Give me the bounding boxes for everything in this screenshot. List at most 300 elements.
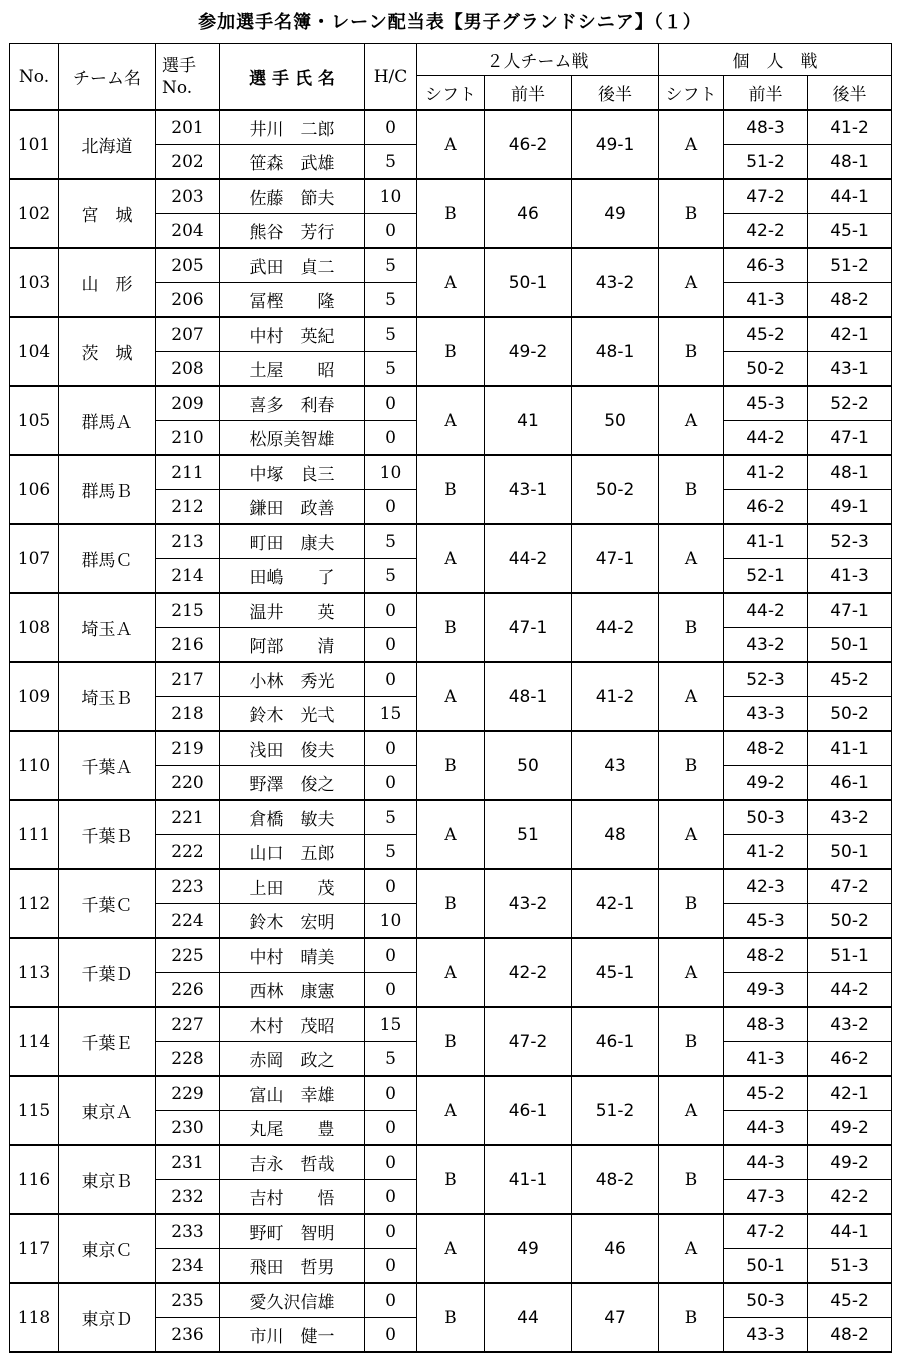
individual-second-half-lane: 52-3 — [808, 524, 892, 559]
table-row — [10, 800, 892, 835]
individual-first-half-lane: 41-2 — [724, 455, 808, 490]
team-match-shift: A — [417, 248, 485, 317]
table-row — [10, 1283, 892, 1318]
team-match-first-half-lane: 43-1 — [485, 455, 572, 524]
player-handicap: 0 — [365, 973, 417, 1008]
individual-shift: B — [659, 1007, 724, 1076]
individual-first-half-lane: 41-3 — [724, 283, 808, 318]
team-match-shift: B — [417, 593, 485, 662]
player-name: 中村 英紀 — [220, 317, 365, 352]
individual-shift: B — [659, 869, 724, 938]
team-match-first-half-lane: 51 — [485, 800, 572, 869]
individual-second-half-lane: 42-1 — [808, 1076, 892, 1111]
player-number: 213 — [156, 524, 220, 559]
individual-first-half-lane: 42-3 — [724, 869, 808, 904]
team-match-second-half-lane: 42-1 — [572, 869, 659, 938]
team-match-second-half-lane: 49 — [572, 179, 659, 248]
team-match-first-half-lane: 42-2 — [485, 938, 572, 1007]
player-handicap: 0 — [365, 731, 417, 766]
team-match-shift: B — [417, 1007, 485, 1076]
individual-first-half-lane: 45-2 — [724, 317, 808, 352]
team-name: 千葉Ｃ — [59, 869, 156, 938]
individual-shift: A — [659, 662, 724, 731]
player-number: 210 — [156, 421, 220, 456]
player-number: 223 — [156, 869, 220, 904]
team-name: 群馬Ｃ — [59, 524, 156, 593]
team-name: 群馬Ａ — [59, 386, 156, 455]
individual-shift: A — [659, 524, 724, 593]
header-team-second-half: 後半 — [572, 76, 659, 111]
player-number: 216 — [156, 628, 220, 663]
team-match-shift: B — [417, 1283, 485, 1352]
individual-shift: A — [659, 248, 724, 317]
individual-first-half-lane: 52-1 — [724, 559, 808, 594]
team-name: 群馬Ｂ — [59, 455, 156, 524]
individual-second-half-lane: 50-2 — [808, 904, 892, 939]
team-name: 東京Ｃ — [59, 1214, 156, 1283]
player-handicap: 0 — [365, 110, 417, 145]
team-match-shift: A — [417, 1076, 485, 1145]
individual-second-half-lane: 44-1 — [808, 1214, 892, 1249]
player-name: 鈴木 光弌 — [220, 697, 365, 732]
team-number: 107 — [10, 524, 59, 593]
individual-first-half-lane: 43-3 — [724, 697, 808, 732]
team-match-second-half-lane: 48 — [572, 800, 659, 869]
player-number: 201 — [156, 110, 220, 145]
player-name: 阿部 清 — [220, 628, 365, 663]
player-number: 236 — [156, 1318, 220, 1353]
team-match-second-half-lane: 46-1 — [572, 1007, 659, 1076]
individual-shift: A — [659, 110, 724, 179]
individual-first-half-lane: 48-2 — [724, 938, 808, 973]
player-number: 232 — [156, 1180, 220, 1215]
individual-shift: A — [659, 1076, 724, 1145]
individual-shift: A — [659, 800, 724, 869]
team-number: 106 — [10, 455, 59, 524]
team-match-shift: A — [417, 110, 485, 179]
player-number: 228 — [156, 1042, 220, 1077]
team-match-second-half-lane: 51-2 — [572, 1076, 659, 1145]
player-number: 233 — [156, 1214, 220, 1249]
individual-first-half-lane: 51-2 — [724, 145, 808, 180]
player-handicap: 5 — [365, 835, 417, 870]
individual-second-half-lane: 43-2 — [808, 800, 892, 835]
player-number: 205 — [156, 248, 220, 283]
team-name: 埼玉Ａ — [59, 593, 156, 662]
team-name: 東京Ｂ — [59, 1145, 156, 1214]
individual-second-half-lane: 52-2 — [808, 386, 892, 421]
player-number: 219 — [156, 731, 220, 766]
player-number: 215 — [156, 593, 220, 628]
team-name: 千葉Ｂ — [59, 800, 156, 869]
player-number: 218 — [156, 697, 220, 732]
team-match-shift: B — [417, 317, 485, 386]
individual-second-half-lane: 48-1 — [808, 455, 892, 490]
team-match-second-half-lane: 46 — [572, 1214, 659, 1283]
individual-second-half-lane: 46-2 — [808, 1042, 892, 1077]
player-number: 222 — [156, 835, 220, 870]
player-handicap: 0 — [365, 214, 417, 249]
team-number: 110 — [10, 731, 59, 800]
player-handicap: 0 — [365, 1318, 417, 1353]
player-handicap: 0 — [365, 1214, 417, 1249]
team-match-second-half-lane: 43-2 — [572, 248, 659, 317]
team-name: 茨 城 — [59, 317, 156, 386]
table-row — [10, 869, 892, 904]
team-match-second-half-lane: 47-1 — [572, 524, 659, 593]
individual-first-half-lane: 47-2 — [724, 179, 808, 214]
individual-first-half-lane: 44-3 — [724, 1145, 808, 1180]
player-handicap: 0 — [365, 1111, 417, 1146]
player-name: 笹森 武雄 — [220, 145, 365, 180]
individual-second-half-lane: 42-1 — [808, 317, 892, 352]
table-row — [10, 317, 892, 352]
player-number: 208 — [156, 352, 220, 387]
individual-first-half-lane: 48-2 — [724, 731, 808, 766]
individual-first-half-lane: 49-3 — [724, 973, 808, 1008]
player-name: 愛久沢信雄 — [220, 1283, 365, 1318]
team-number: 118 — [10, 1283, 59, 1352]
table-row — [10, 455, 892, 490]
team-match-shift: A — [417, 1214, 485, 1283]
player-handicap: 0 — [365, 1180, 417, 1215]
player-number: 202 — [156, 145, 220, 180]
team-match-first-half-lane: 50-1 — [485, 248, 572, 317]
roster-table — [9, 43, 892, 1353]
team-number: 104 — [10, 317, 59, 386]
team-name: 埼玉Ｂ — [59, 662, 156, 731]
team-match-second-half-lane: 41-2 — [572, 662, 659, 731]
player-number: 224 — [156, 904, 220, 939]
table-row — [10, 593, 892, 628]
header-no: No. — [10, 44, 59, 111]
team-number: 114 — [10, 1007, 59, 1076]
player-name: 井川 二郎 — [220, 110, 365, 145]
player-handicap: 5 — [365, 317, 417, 352]
player-name: 喜多 利春 — [220, 386, 365, 421]
player-number: 211 — [156, 455, 220, 490]
team-match-first-half-lane: 44 — [485, 1283, 572, 1352]
team-match-second-half-lane: 50 — [572, 386, 659, 455]
team-match-first-half-lane: 49-2 — [485, 317, 572, 386]
table-row — [10, 662, 892, 697]
team-match-first-half-lane: 46-2 — [485, 110, 572, 179]
individual-first-half-lane: 44-3 — [724, 1111, 808, 1146]
individual-second-half-lane: 50-2 — [808, 697, 892, 732]
individual-second-half-lane: 44-1 — [808, 179, 892, 214]
team-number: 116 — [10, 1145, 59, 1214]
team-match-shift: B — [417, 455, 485, 524]
player-handicap: 0 — [365, 593, 417, 628]
individual-shift: B — [659, 1283, 724, 1352]
player-name: 冨樫 隆 — [220, 283, 365, 318]
player-handicap: 0 — [365, 628, 417, 663]
player-number: 214 — [156, 559, 220, 594]
header-hc: H/C — [365, 44, 417, 111]
player-handicap: 0 — [365, 421, 417, 456]
individual-second-half-lane: 50-1 — [808, 628, 892, 663]
player-handicap: 15 — [365, 1007, 417, 1042]
table-row — [10, 248, 892, 283]
team-match-second-half-lane: 47 — [572, 1283, 659, 1352]
individual-first-half-lane: 50-2 — [724, 352, 808, 387]
table-row — [10, 1076, 892, 1111]
team-match-first-half-lane: 49 — [485, 1214, 572, 1283]
player-name: 野町 智明 — [220, 1214, 365, 1249]
team-match-first-half-lane: 50 — [485, 731, 572, 800]
individual-shift: B — [659, 179, 724, 248]
player-number: 235 — [156, 1283, 220, 1318]
team-match-shift: A — [417, 938, 485, 1007]
individual-second-half-lane: 48-2 — [808, 1318, 892, 1353]
individual-second-half-lane: 45-2 — [808, 1283, 892, 1318]
individual-first-half-lane: 50-3 — [724, 1283, 808, 1318]
individual-first-half-lane: 45-3 — [724, 386, 808, 421]
individual-second-half-lane: 47-2 — [808, 869, 892, 904]
individual-second-half-lane: 46-1 — [808, 766, 892, 801]
individual-second-half-lane: 49-2 — [808, 1111, 892, 1146]
team-match-first-half-lane: 41-1 — [485, 1145, 572, 1214]
player-handicap: 5 — [365, 248, 417, 283]
table-row — [10, 386, 892, 421]
team-number: 101 — [10, 110, 59, 179]
individual-second-half-lane: 41-2 — [808, 110, 892, 145]
team-match-first-half-lane: 43-2 — [485, 869, 572, 938]
team-match-shift: B — [417, 1145, 485, 1214]
individual-second-half-lane: 42-2 — [808, 1180, 892, 1215]
team-number: 113 — [10, 938, 59, 1007]
team-number: 103 — [10, 248, 59, 317]
player-handicap: 0 — [365, 938, 417, 973]
team-name: 山 形 — [59, 248, 156, 317]
player-handicap: 5 — [365, 352, 417, 387]
individual-first-half-lane: 41-2 — [724, 835, 808, 870]
individual-first-half-lane: 43-3 — [724, 1318, 808, 1353]
player-name: 吉村 悟 — [220, 1180, 365, 1215]
team-match-second-half-lane: 48-1 — [572, 317, 659, 386]
player-name: 土屋 昭 — [220, 352, 365, 387]
individual-first-half-lane: 43-2 — [724, 628, 808, 663]
player-handicap: 10 — [365, 904, 417, 939]
team-match-second-half-lane: 50-2 — [572, 455, 659, 524]
header-team: チーム名 — [59, 44, 156, 111]
player-number: 212 — [156, 490, 220, 525]
player-name: 鈴木 宏明 — [220, 904, 365, 939]
individual-first-half-lane: 46-3 — [724, 248, 808, 283]
individual-first-half-lane: 41-3 — [724, 1042, 808, 1077]
player-name: 温井 英 — [220, 593, 365, 628]
individual-second-half-lane: 41-3 — [808, 559, 892, 594]
header-player-name: 選 手 氏 名 — [220, 44, 365, 111]
header-ind-shift: シフト — [659, 76, 724, 111]
player-handicap: 0 — [365, 1145, 417, 1180]
player-number: 217 — [156, 662, 220, 697]
team-match-first-half-lane: 46-1 — [485, 1076, 572, 1145]
individual-shift: B — [659, 731, 724, 800]
team-name: 千葉Ｅ — [59, 1007, 156, 1076]
team-match-first-half-lane: 44-2 — [485, 524, 572, 593]
player-name: 赤岡 政之 — [220, 1042, 365, 1077]
team-match-first-half-lane: 47-1 — [485, 593, 572, 662]
player-name: 小林 秀光 — [220, 662, 365, 697]
team-match-first-half-lane: 48-1 — [485, 662, 572, 731]
table-row — [10, 1214, 892, 1249]
individual-first-half-lane: 47-2 — [724, 1214, 808, 1249]
player-handicap: 10 — [365, 455, 417, 490]
table-row — [10, 938, 892, 973]
team-match-shift: A — [417, 800, 485, 869]
team-match-shift: B — [417, 179, 485, 248]
player-number: 234 — [156, 1249, 220, 1284]
player-name: 浅田 俊夫 — [220, 731, 365, 766]
team-number: 108 — [10, 593, 59, 662]
individual-shift: A — [659, 938, 724, 1007]
header-team-shift: シフト — [417, 76, 485, 111]
player-name: 富山 幸雄 — [220, 1076, 365, 1111]
header-team-match: ２人チーム戦 — [417, 44, 659, 76]
player-name: 飛田 哲男 — [220, 1249, 365, 1284]
team-match-first-half-lane: 46 — [485, 179, 572, 248]
roster-body — [10, 110, 892, 1352]
player-handicap: 0 — [365, 662, 417, 697]
player-name: 山口 五郎 — [220, 835, 365, 870]
individual-shift: B — [659, 1145, 724, 1214]
team-match-shift: A — [417, 386, 485, 455]
team-number: 102 — [10, 179, 59, 248]
player-name: 倉橋 敏夫 — [220, 800, 365, 835]
individual-first-half-lane: 49-2 — [724, 766, 808, 801]
individual-first-half-lane: 46-2 — [724, 490, 808, 525]
team-number: 112 — [10, 869, 59, 938]
player-name: 松原美智雄 — [220, 421, 365, 456]
player-name: 町田 康夫 — [220, 524, 365, 559]
individual-second-half-lane: 43-1 — [808, 352, 892, 387]
individual-first-half-lane: 48-3 — [724, 110, 808, 145]
team-match-second-half-lane: 44-2 — [572, 593, 659, 662]
player-handicap: 15 — [365, 697, 417, 732]
team-match-first-half-lane: 47-2 — [485, 1007, 572, 1076]
player-handicap: 0 — [365, 869, 417, 904]
team-number: 117 — [10, 1214, 59, 1283]
individual-shift: B — [659, 593, 724, 662]
individual-second-half-lane: 48-1 — [808, 145, 892, 180]
individual-second-half-lane: 45-1 — [808, 214, 892, 249]
player-handicap: 0 — [365, 490, 417, 525]
player-handicap: 5 — [365, 145, 417, 180]
header-ind-second-half: 後半 — [808, 76, 892, 111]
team-number: 105 — [10, 386, 59, 455]
player-name: 熊谷 芳行 — [220, 214, 365, 249]
player-handicap: 0 — [365, 766, 417, 801]
header-player-no-line2: No. — [162, 77, 193, 98]
team-name: 北海道 — [59, 110, 156, 179]
individual-first-half-lane: 48-3 — [724, 1007, 808, 1042]
player-name: 中村 晴美 — [220, 938, 365, 973]
table-row — [10, 110, 892, 145]
player-handicap: 5 — [365, 283, 417, 318]
team-number: 109 — [10, 662, 59, 731]
player-number: 227 — [156, 1007, 220, 1042]
individual-second-half-lane: 51-2 — [808, 248, 892, 283]
individual-second-half-lane: 41-1 — [808, 731, 892, 766]
team-match-second-half-lane: 43 — [572, 731, 659, 800]
team-name: 千葉Ｄ — [59, 938, 156, 1007]
team-match-shift: B — [417, 731, 485, 800]
player-number: 204 — [156, 214, 220, 249]
player-name: 中塚 良三 — [220, 455, 365, 490]
individual-first-half-lane: 42-2 — [724, 214, 808, 249]
individual-second-half-lane: 45-2 — [808, 662, 892, 697]
player-number: 203 — [156, 179, 220, 214]
player-handicap: 0 — [365, 1249, 417, 1284]
team-number: 111 — [10, 800, 59, 869]
player-number: 207 — [156, 317, 220, 352]
team-match-shift: A — [417, 662, 485, 731]
individual-shift: A — [659, 1214, 724, 1283]
player-name: 田嶋 了 — [220, 559, 365, 594]
player-handicap: 5 — [365, 559, 417, 594]
player-number: 231 — [156, 1145, 220, 1180]
individual-first-half-lane: 52-3 — [724, 662, 808, 697]
table-row — [10, 179, 892, 214]
team-name: 東京Ｄ — [59, 1283, 156, 1352]
player-handicap: 5 — [365, 524, 417, 559]
header-player-no-line1: 選手 — [162, 55, 196, 76]
table-row — [10, 1007, 892, 1042]
individual-second-half-lane: 48-2 — [808, 283, 892, 318]
player-name: 野澤 俊之 — [220, 766, 365, 801]
team-match-second-half-lane: 49-1 — [572, 110, 659, 179]
individual-first-half-lane: 44-2 — [724, 593, 808, 628]
individual-first-half-lane: 45-2 — [724, 1076, 808, 1111]
individual-second-half-lane: 49-2 — [808, 1145, 892, 1180]
header-player-no — [156, 44, 220, 111]
header-team-first-half: 前半 — [485, 76, 572, 111]
player-name: 佐藤 節夫 — [220, 179, 365, 214]
header-individual: 個 人 戦 — [659, 44, 892, 76]
player-name: 上田 茂 — [220, 869, 365, 904]
player-name: 武田 貞二 — [220, 248, 365, 283]
player-handicap: 0 — [365, 1283, 417, 1318]
individual-second-half-lane: 51-1 — [808, 938, 892, 973]
individual-second-half-lane: 50-1 — [808, 835, 892, 870]
player-name: 吉永 哲哉 — [220, 1145, 365, 1180]
team-name: 宮 城 — [59, 179, 156, 248]
player-name: 西林 康憲 — [220, 973, 365, 1008]
player-number: 206 — [156, 283, 220, 318]
table-row — [10, 524, 892, 559]
table-row — [10, 731, 892, 766]
individual-first-half-lane: 41-1 — [724, 524, 808, 559]
team-name: 東京Ａ — [59, 1076, 156, 1145]
individual-first-half-lane: 45-3 — [724, 904, 808, 939]
individual-second-half-lane: 44-2 — [808, 973, 892, 1008]
player-number: 220 — [156, 766, 220, 801]
player-name: 丸尾 豊 — [220, 1111, 365, 1146]
individual-first-half-lane: 50-3 — [724, 800, 808, 835]
player-number: 209 — [156, 386, 220, 421]
player-handicap: 5 — [365, 1042, 417, 1077]
individual-first-half-lane: 50-1 — [724, 1249, 808, 1284]
player-name: 市川 健一 — [220, 1318, 365, 1353]
team-match-shift: A — [417, 524, 485, 593]
header-ind-first-half: 前半 — [724, 76, 808, 111]
player-handicap: 10 — [365, 179, 417, 214]
player-handicap: 0 — [365, 1076, 417, 1111]
individual-shift: B — [659, 317, 724, 386]
player-number: 226 — [156, 973, 220, 1008]
team-number: 115 — [10, 1076, 59, 1145]
